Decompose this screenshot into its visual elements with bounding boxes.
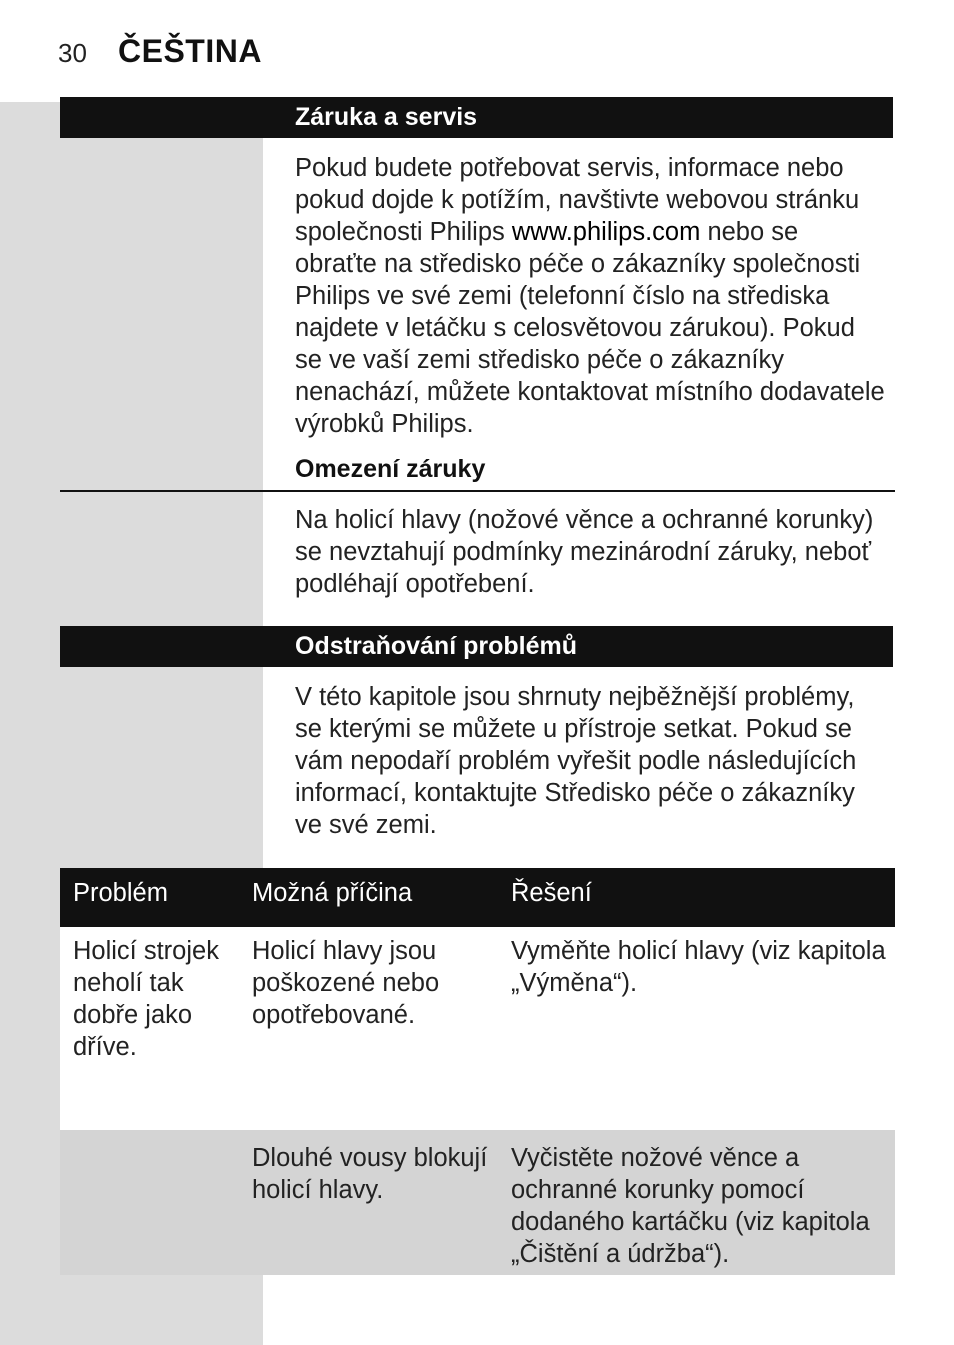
table-cell-solution: Vyčistěte nožové věnce a ochranné korunky pomocí dodaného kartáčku (viz kapitola „Čištění a údržba“). bbox=[511, 1144, 870, 1268]
warranty-text-1: Pokud budete potřebovat servis, informace nebo pokud dojde k potížím, navštivte webovou stránku společnosti Philips bbox=[295, 154, 860, 246]
table-cell-problem: Holicí strojek neholí tak dobře jako dříve. bbox=[73, 937, 219, 1061]
warranty-paragraph bbox=[295, 152, 885, 440]
table-cell-solution: Vyměňte holicí hlavy (viz kapitola „Výměna“). bbox=[511, 937, 886, 997]
page-number: 30 bbox=[58, 38, 87, 68]
table-row bbox=[60, 1130, 895, 1275]
philips-url-link[interactable]: www.philips.com bbox=[511, 218, 701, 246]
divider-rule bbox=[60, 490, 895, 492]
table-cell-cause: Holicí hlavy jsou poškozené nebo opotřebované. bbox=[252, 937, 440, 1029]
warranty-limits-heading: Omezení záruky bbox=[295, 455, 486, 483]
column-header-cause: Možná příčina bbox=[252, 879, 413, 907]
troubleshooting-intro: V této kapitole jsou shrnuty nejběžnější problémy, se kterými se můžete u přístroje setkat. Pokud se vám nepodaří problém vyřešit podle následujících informací, kontaktujte Středisko péče o zákazníky ve své zemi. bbox=[295, 683, 857, 839]
warranty-limits-paragraph: Na holicí hlavy (nožové věnce a ochranné korunky) se nevztahují podmínky mezinárodní záruky, neboť podléhají opotřebení. bbox=[295, 506, 874, 598]
column-header-problem: Problém bbox=[73, 879, 168, 907]
column-header-solution: Řešení bbox=[511, 879, 592, 907]
troubleshooting-table bbox=[60, 868, 895, 1275]
language-title: ČEŠTINA bbox=[118, 33, 262, 69]
warranty-text-2: nebo se obraťte na středisko péče o zákazníky společnosti Philips ve své zemi (telefonní číslo na střediska najdete v letáčku s celosvětovou zárukou). Pokud se ve vaší zemi středisko péče o zákazníky nenachází, můžete kontaktovat místního dodavatele výrobků Philips. bbox=[295, 218, 885, 438]
section-bar-warranty bbox=[60, 97, 893, 138]
section-title-troubleshooting: Odstraňování problémů bbox=[295, 632, 577, 660]
table-row bbox=[60, 927, 895, 1130]
section-bar-troubleshooting bbox=[60, 626, 893, 667]
table-cell-cause: Dlouhé vousy blokují holicí hlavy. bbox=[252, 1144, 488, 1204]
table-header-row bbox=[60, 868, 895, 927]
section-title-warranty: Záruka a servis bbox=[295, 103, 478, 131]
